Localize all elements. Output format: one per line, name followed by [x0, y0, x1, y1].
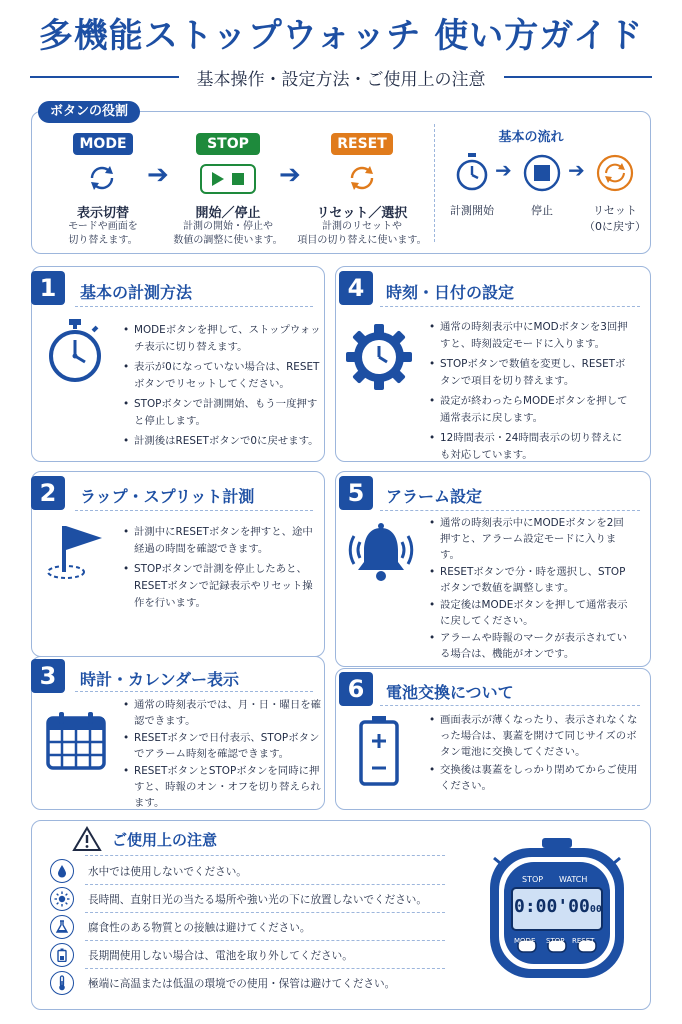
bell-icon	[346, 520, 416, 586]
divider	[75, 510, 313, 511]
list-item: • 通常の時刻表示では、月・日・曜日を確認できます。	[122, 697, 322, 729]
section-1-title: 基本の計測方法	[80, 283, 193, 302]
stop-button-desc: 計測の開始・停止や 数値の調整に使います。	[173, 221, 283, 246]
mode-button-label: MODE	[73, 133, 133, 155]
section-2-title: ラップ・スプリット計測	[80, 487, 255, 506]
divider	[380, 705, 640, 706]
list-item: • 交換後は裏蓋をしっかり閉めてからご使用ください。	[428, 762, 638, 794]
list-item: • 12時間表示・24時間表示の切り替えにも対応しています。	[428, 430, 628, 464]
caution-item: 極端に高温または低温の環境での使用・保管は避けてください。	[50, 970, 395, 996]
divider	[75, 306, 313, 307]
list-item: • 画面表示が薄くなったり、表示されなくなった場合は、裏蓋を開けて同じサイズのボタン電池に交換してください。	[428, 712, 638, 760]
list-item: • RESETボタンとSTOPボタンを同時に押すと、時報のオン・オフを切り替えられます。	[122, 763, 322, 811]
list-item: • 通常の時刻表示中にMODEボタンを2回押すと、アラーム設定モードに入ります。	[428, 515, 628, 563]
section-3-title: 時計・カレンダー表示	[80, 670, 239, 689]
play-stop-icon	[200, 164, 256, 194]
list-item: • 計測後はRESETボタンで0に戻せます。	[122, 433, 322, 450]
page-title: 多機能ストップウォッチ 使い方ガイド	[38, 16, 644, 56]
section-6-bullets	[428, 712, 638, 797]
divider	[85, 940, 445, 941]
reset-button-name: リセット／選択	[316, 206, 408, 221]
flow-title: 基本の流れ	[498, 130, 564, 145]
reset-arrows-icon	[346, 162, 378, 194]
list-item: • STOPボタンで計測を停止したあと、RESETボタンで記録表示やリセット操作を行います。	[122, 561, 322, 612]
divider	[85, 968, 445, 969]
stopwatch-icon	[454, 152, 490, 192]
device-label-watch: WATCH	[559, 875, 588, 884]
section-2-number: 2	[31, 476, 65, 510]
caution-item: 長期間使用しない場合は、電池を取り外してください。	[50, 942, 353, 968]
flow-step-reset: リセット	[593, 204, 637, 217]
stop-button-name: 開始／停止	[195, 206, 261, 221]
list-item: • MODEボタンを押して、ストップウォッチ表示に切り替えます。	[122, 322, 322, 356]
divider	[380, 306, 640, 307]
list-item: • 設定後はMODEボタンを押して通常表示に戻してください。	[428, 597, 628, 629]
stop-button-label: STOP	[196, 133, 260, 155]
section-3-number: 3	[31, 659, 65, 693]
reset-arrows-icon	[596, 154, 634, 192]
device-label-mode: MODE	[514, 937, 536, 945]
caution-title: ご使用上の注意	[112, 831, 218, 849]
list-item: • 表示が0になっていない場合は、RESETボタンでリセットしてください。	[122, 359, 322, 393]
list-item: • STOPボタンで数値を変更し、RESETボタンで項目を切り替えます。	[428, 356, 628, 390]
gear-clock-icon	[344, 322, 414, 392]
device-display: 0:00'0000	[514, 896, 602, 917]
device-label-reset: RESET	[572, 937, 595, 945]
device-label-stop-btn: STOP	[546, 937, 565, 945]
thermometer-icon	[50, 971, 74, 995]
arrow-right-icon: ➔	[279, 160, 301, 190]
divider	[85, 912, 445, 913]
section-1-bullets	[122, 322, 322, 453]
list-item: • アラームや時報のマークが表示されている場合は、機能がオンです。	[428, 630, 628, 662]
divider	[380, 510, 640, 511]
caution-item: 長時間、直射日光の当たる場所や強い光の下に放置しないでください。	[50, 886, 427, 912]
warning-icon	[72, 826, 102, 852]
list-item: • 設定が終わったらMODEボタンを押して通常表示に戻します。	[428, 393, 628, 427]
reset-button-desc: 計測のリセットや 項目の切り替えに使います。	[297, 221, 427, 246]
arrow-right-icon: ➔	[147, 160, 169, 190]
stop-square-icon	[523, 154, 561, 192]
section-5-title: アラーム設定	[386, 487, 483, 506]
flag-icon	[44, 520, 108, 584]
section-4-number: 4	[339, 271, 373, 305]
flask-icon	[50, 915, 74, 939]
section-4-title: 時刻・日付の設定	[386, 283, 515, 302]
caution-item: 水中では使用しないでください。	[50, 858, 247, 884]
panel-divider	[434, 124, 435, 242]
mode-button-desc: モードや画面を 切り替えます。	[68, 221, 138, 246]
section-6-title: 電池交換について	[386, 683, 514, 702]
calendar-icon	[44, 708, 108, 772]
sun-icon	[50, 887, 74, 911]
caution-item: 腐食性のある物質との接触は避けてください。	[50, 914, 310, 940]
section-3-bullets	[122, 697, 322, 812]
divider	[504, 76, 653, 78]
list-item: • RESETボタンで分・時を選択し、STOPボタンで数値を調整します。	[428, 564, 628, 596]
flow-step-reset-sub: （0に戻す）	[584, 220, 646, 233]
section-5-number: 5	[339, 476, 373, 510]
arrow-right-icon: ➔	[495, 158, 512, 182]
flow-step-stop: 停止	[531, 204, 553, 217]
section-5-bullets	[428, 515, 628, 663]
divider	[75, 691, 313, 692]
cycle-arrows-icon	[86, 162, 118, 194]
water-drop-icon	[50, 859, 74, 883]
list-item: • STOPボタンで計測開始、もう一度押すと停止します。	[122, 396, 322, 430]
list-item: • 通常の時刻表示中にMODボタンを3回押すと、時刻設定モードに入ります。	[428, 319, 628, 353]
stopwatch-icon	[44, 318, 106, 384]
mode-button-name: 表示切替	[76, 206, 129, 221]
list-item: • 計測中にRESETボタンを押すと、途中経過の時間を確認できます。	[122, 524, 322, 558]
section-4-bullets	[428, 319, 628, 467]
subtitle-row	[30, 64, 652, 90]
divider	[30, 76, 179, 78]
flow-step-start: 計測開始	[450, 204, 494, 217]
divider	[85, 884, 445, 885]
page-subtitle: 基本操作・設定方法・ご使用上の注意	[196, 69, 486, 90]
battery-icon	[50, 943, 74, 967]
section-2-bullets	[122, 524, 322, 615]
button-roles-tag: ボタンの役割	[38, 101, 140, 123]
reset-button-label: RESET	[331, 133, 393, 155]
battery-icon	[356, 714, 402, 788]
arrow-right-icon: ➔	[568, 158, 585, 182]
section-6-number: 6	[339, 672, 373, 706]
section-1-number: 1	[31, 271, 65, 305]
device-label-stop: STOP	[522, 875, 544, 884]
list-item: • RESETボタンで日付表示、STOPボタンでアラーム時刻を確認できます。	[122, 730, 322, 762]
divider	[85, 855, 445, 856]
